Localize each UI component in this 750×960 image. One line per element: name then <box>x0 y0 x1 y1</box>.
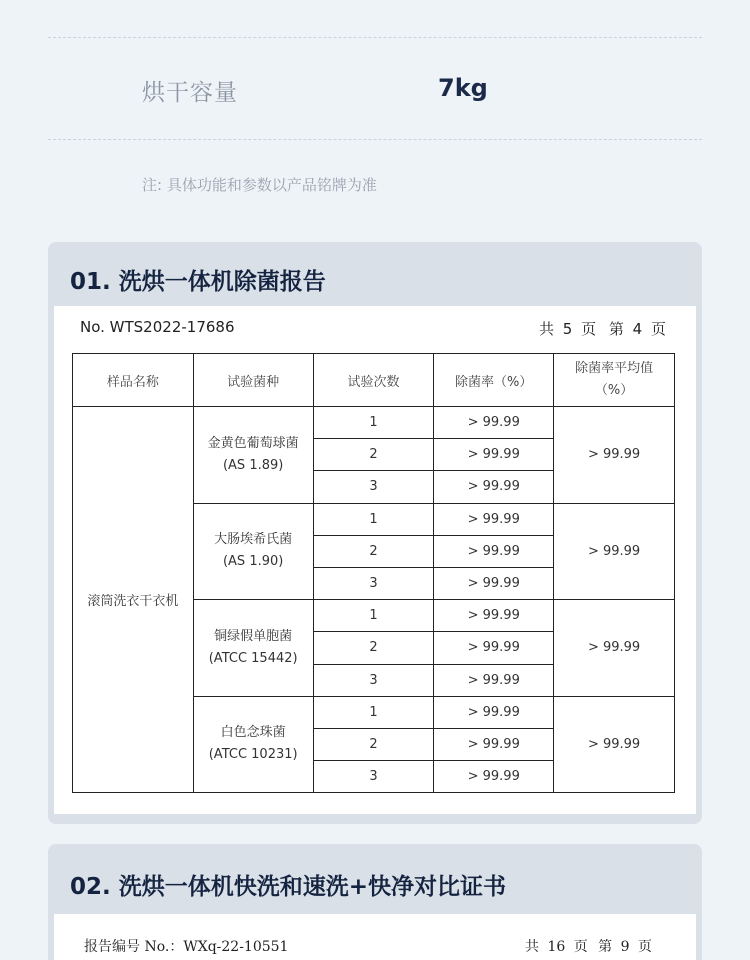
strain-cell: 金黄色葡萄球菌 (AS 1.89) <box>193 407 313 504</box>
divider <box>48 139 702 140</box>
rate-cell: > 99.99 <box>434 761 554 793</box>
rate-cell: > 99.99 <box>434 728 554 760</box>
strain-cell: 铜绿假单胞菌 (ATCC 15442) <box>193 600 313 697</box>
header-strain: 试验菌种 <box>193 354 313 407</box>
rate-cell: > 99.99 <box>434 471 554 503</box>
spec-label: 烘干容量 <box>142 80 238 106</box>
trial-cell: 2 <box>313 439 434 471</box>
rate-cell: > 99.99 <box>434 439 554 471</box>
report-document <box>54 914 696 960</box>
report-card-2 <box>48 844 702 960</box>
average-cell: > 99.99 <box>554 696 675 793</box>
header-sample: 样品名称 <box>73 354 194 407</box>
rate-cell: > 99.99 <box>434 696 554 728</box>
rate-cell: > 99.99 <box>434 535 554 567</box>
table-row <box>73 407 675 439</box>
trial-cell: 2 <box>313 535 434 567</box>
trial-cell: 1 <box>313 503 434 535</box>
rate-cell: > 99.99 <box>434 632 554 664</box>
divider <box>48 37 702 38</box>
report-number: 报告编号 No.：WXq-22-10551 <box>84 939 289 955</box>
spec-section <box>0 0 750 240</box>
strain-cell: 白色念珠菌 (ATCC 10231) <box>193 696 313 793</box>
rate-cell: > 99.99 <box>434 407 554 439</box>
rate-cell: > 99.99 <box>434 503 554 535</box>
results-table <box>72 353 675 793</box>
sample-name-cell: 滚筒洗衣干衣机 <box>73 407 194 793</box>
trial-cell: 2 <box>313 632 434 664</box>
trial-cell: 1 <box>313 600 434 632</box>
average-cell: > 99.99 <box>554 600 675 697</box>
trial-cell: 1 <box>313 696 434 728</box>
report-title: 02. 洗烘一体机快洗和速洗+快净对比证书 <box>70 874 507 900</box>
rate-cell: > 99.99 <box>434 600 554 632</box>
header-average: 除菌率平均值 （%） <box>554 354 675 407</box>
trial-cell: 3 <box>313 567 434 599</box>
spec-note: 注: 具体功能和参数以产品铭牌为准 <box>142 176 377 194</box>
table-header-row <box>73 354 675 407</box>
rate-cell: > 99.99 <box>434 664 554 696</box>
report-page-info: 共 16 页 第 9 页 <box>524 939 652 955</box>
strain-cell: 大肠埃希氏菌 (AS 1.90) <box>193 503 313 600</box>
report-number: No. WTS2022-17686 <box>80 318 235 336</box>
report-title: 01. 洗烘一体机除菌报告 <box>70 269 326 295</box>
spec-value: 7kg <box>438 74 488 102</box>
report-page-info: 共 5 页 第 4 页 <box>538 320 666 338</box>
rate-cell: > 99.99 <box>434 567 554 599</box>
trial-cell: 2 <box>313 728 434 760</box>
trial-cell: 3 <box>313 761 434 793</box>
trial-cell: 3 <box>313 471 434 503</box>
header-trial: 试验次数 <box>313 354 434 407</box>
report-card-1 <box>48 242 702 824</box>
header-rate: 除菌率（%） <box>434 354 554 407</box>
average-cell: > 99.99 <box>554 503 675 600</box>
report-document <box>54 306 696 814</box>
average-cell: > 99.99 <box>554 407 675 504</box>
trial-cell: 1 <box>313 407 434 439</box>
trial-cell: 3 <box>313 664 434 696</box>
